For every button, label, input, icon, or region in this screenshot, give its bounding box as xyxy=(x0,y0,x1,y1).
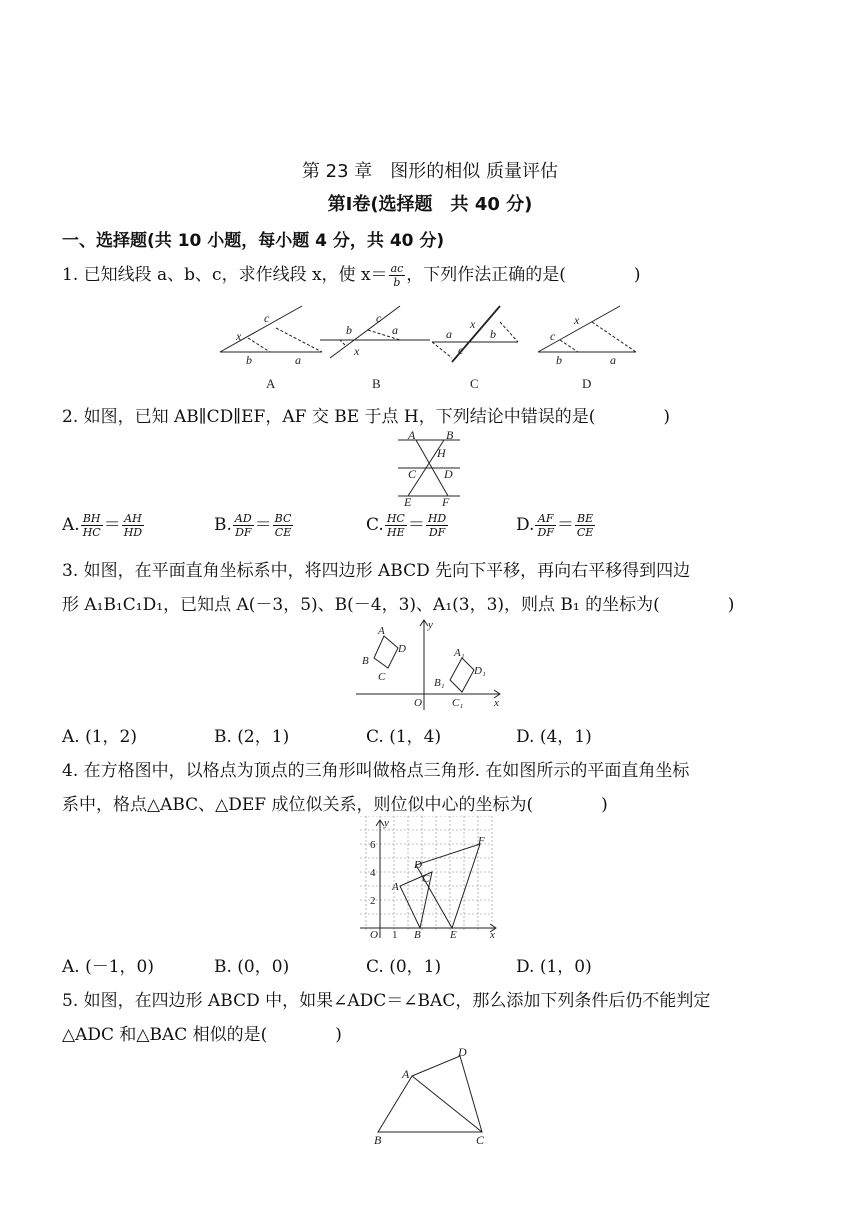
q3-point-b: B xyxy=(362,655,369,667)
q1-a-label-b: b xyxy=(246,353,252,367)
q1-figure-c-caption: C xyxy=(470,376,479,391)
q2-point-f: F xyxy=(442,495,450,508)
q1-a-label-x: x xyxy=(236,329,242,343)
q4-y-tick-4: 4 xyxy=(370,867,376,879)
q4-point-c: C xyxy=(422,873,430,885)
q4-y-tick-2: 2 xyxy=(370,895,376,907)
q2-option-c[interactable]: C. $\frac{HC}{HE}$ ＝ $\frac{HD}{DF}$ xyxy=(366,512,447,539)
question-2-stem: 2. 如图，已知 AB∥CD∥EF，AF 交 BE 于点 H，下列结论中错误的是( ) xyxy=(62,407,671,427)
q3-point-c: C xyxy=(378,671,386,683)
q1-d-label-c: c xyxy=(550,329,556,343)
q2-option-d[interactable]: D. $\frac{AF}{DF}$ ＝ $\frac{BE}{CE}$ xyxy=(516,512,594,539)
q2-point-a: A xyxy=(408,430,416,442)
question-4-stem-line-2: 系中，格点△ABC、△DEF 成位似关系，则位似中心的坐标为( ) xyxy=(62,795,608,815)
q5-point-a: A xyxy=(402,1067,410,1081)
question-1-stem xyxy=(62,260,641,289)
q4-point-f: F xyxy=(478,835,485,847)
q3-point-d: D xyxy=(398,643,406,655)
q4-option-b[interactable]: B. (0，0) xyxy=(214,957,290,977)
q4-point-a: A xyxy=(392,881,399,893)
q3-point-a1: A₁ xyxy=(454,647,465,659)
q4-origin-o: O xyxy=(370,929,378,940)
q3-axis-x: x xyxy=(494,697,499,709)
question-3-stem-line-1: 3. 如图，在平面直角坐标系中，将四边形 ABCD 先向下平移，再向右平移得到四边 xyxy=(62,561,691,581)
q1-b-label-x: x xyxy=(354,344,360,358)
q1-d-label-b: b xyxy=(556,353,562,367)
q3-point-c1: C₁ xyxy=(452,697,464,709)
q1-stem-part-b: ，下列作法正确的是( ) xyxy=(406,265,641,285)
question-3-stem-line-2: 形 A₁B₁C₁D₁，已知点 A(－3，5)、B(－4，3)、A₁(3，3)，则点 B₁ 的坐标为( ) xyxy=(62,595,735,615)
question-5-stem-line-2: △ADC 和△BAC 相似的是( ) xyxy=(62,1025,342,1045)
question-5-stem-line-1: 5. 如图，在四边形 ABCD 中，如果∠ADC＝∠BAC，那么添加下列条件后仍不能判定 xyxy=(62,991,711,1011)
q4-figure xyxy=(356,816,500,940)
q3-point-a: A xyxy=(378,625,385,637)
q1-c-label-x: x xyxy=(470,317,476,331)
chapter-title: 第 23 章 图形的相似 质量评估 xyxy=(301,161,559,182)
q2-option-b[interactable]: B. $\frac{AD}{DF}$ ＝ $\frac{BC}{CE}$ xyxy=(214,512,292,539)
q4-point-e: E xyxy=(450,929,457,940)
q2-figure xyxy=(390,430,470,508)
section-heading: 一、选择题(共 10 小题，每小题 4 分，共 40 分) xyxy=(62,231,445,251)
q4-axis-y: y xyxy=(384,817,389,829)
q2-option-a[interactable]: A. $\frac{BH}{HC}$ ＝ $\frac{AH}{HD}$ xyxy=(62,512,143,539)
q4-point-b: B xyxy=(414,929,421,940)
q4-point-d: D xyxy=(414,859,422,871)
q3-axis-y: y xyxy=(428,619,433,631)
q2-point-b: B xyxy=(446,430,454,442)
q3-figure xyxy=(350,616,510,712)
q2-point-e: E xyxy=(404,495,412,508)
q4-option-c[interactable]: C. (0，1) xyxy=(366,957,442,977)
q5-point-c: C xyxy=(476,1133,485,1147)
q1-figure-b-caption: B xyxy=(372,376,381,391)
q1-a-label-a: a xyxy=(295,353,301,367)
q1-fraction: $\frac{ac}{b}$ xyxy=(390,262,404,289)
q2-point-c: C xyxy=(408,467,417,481)
q1-b-label-a: a xyxy=(392,323,398,337)
q1-d-label-x: x xyxy=(574,313,580,327)
q1-c-label-c: c xyxy=(458,343,464,357)
q1-c-label-a: a xyxy=(446,327,452,341)
q4-y-tick-6: 6 xyxy=(370,839,376,851)
q1-figure-a-caption: A xyxy=(266,376,276,391)
q3-option-a[interactable]: A. (1，2) xyxy=(62,727,137,747)
q2-point-h: H xyxy=(437,446,446,460)
q2-point-d: D xyxy=(444,467,453,481)
q5-point-d: D xyxy=(458,1045,467,1059)
q1-figure-d-caption: D xyxy=(582,376,592,391)
q3-origin-o: O xyxy=(414,697,422,709)
q3-point-d1: D₁ xyxy=(474,665,486,677)
q1-a-label-c: c xyxy=(264,311,270,325)
q3-option-c[interactable]: C. (1，4) xyxy=(366,727,442,747)
part-title: 第Ⅰ卷(选择题 共 40 分) xyxy=(327,194,533,215)
q1-b-label-c: c xyxy=(376,311,382,325)
q3-option-b[interactable]: B. (2，1) xyxy=(214,727,290,747)
q4-axis-x: x xyxy=(490,929,495,940)
q4-x-tick-1: 1 xyxy=(392,929,398,940)
q5-figure xyxy=(360,1044,500,1150)
q4-option-d[interactable]: D. (1，0) xyxy=(516,957,592,977)
q1-stem-part-a: 1. 已知线段 a、b、c，求作线段 x，使 x＝ xyxy=(62,265,388,285)
q1-b-label-b: b xyxy=(346,323,352,337)
q4-option-a[interactable]: A. (－1，0) xyxy=(62,957,154,977)
question-4-stem-line-1: 4. 在方格图中，以格点为顶点的三角形叫做格点三角形. 在如图所示的平面直角坐标 xyxy=(62,761,690,781)
q1-d-label-a: a xyxy=(610,353,616,367)
q3-point-b1: B₁ xyxy=(434,677,445,689)
q1-figures xyxy=(200,300,660,395)
q5-point-b: B xyxy=(374,1133,382,1147)
q1-c-label-b: b xyxy=(490,327,496,341)
q3-option-d[interactable]: D. (4，1) xyxy=(516,727,592,747)
